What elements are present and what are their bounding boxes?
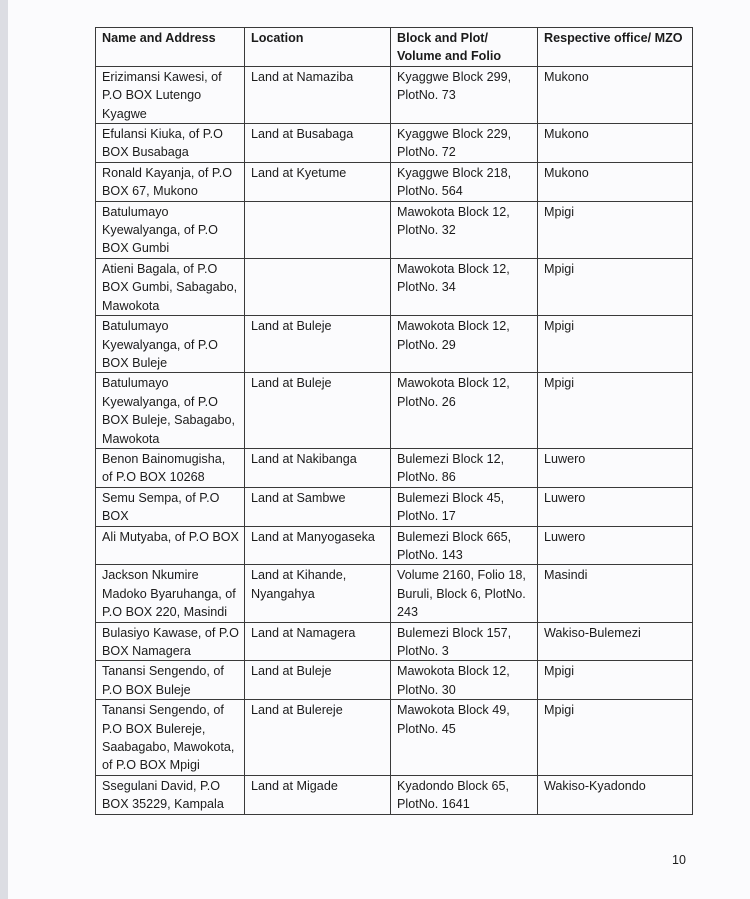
cell-block-plot: Kyaggwe Block 299, PlotNo. 73 [391, 66, 538, 123]
cell-location: Land at Buleje [245, 661, 391, 700]
cell-location: Land at Kyetume [245, 162, 391, 201]
cell-location: Land at Migade [245, 775, 391, 814]
column-header-location: Location [245, 28, 391, 67]
cell-office: Mukono [538, 66, 693, 123]
cell-office: Mpigi [538, 201, 693, 258]
column-header-name-address: Name and Address [96, 28, 245, 67]
cell-office: Luwero [538, 526, 693, 565]
cell-block-plot: Mawokota Block 12, PlotNo. 26 [391, 373, 538, 449]
cell-block-plot: Kyadondo Block 65, PlotNo. 1641 [391, 775, 538, 814]
cell-name-address: Tanansi Sengendo, of P.O BOX Buleje [96, 661, 245, 700]
cell-block-plot: Mawokota Block 12, PlotNo. 30 [391, 661, 538, 700]
cell-location: Land at Buleje [245, 373, 391, 449]
table-row [96, 316, 693, 373]
column-header-block-plot: Block and Plot/ Volume and Folio [391, 28, 538, 67]
table-row [96, 487, 693, 526]
cell-location: Land at Nakibanga [245, 448, 391, 487]
table-row [96, 775, 693, 814]
cell-name-address: Batulumayo Kyewalyanga, of P.O BOX Buleje, Sabagabo, Mawokota [96, 373, 245, 449]
cell-block-plot: Mawokota Block 49, PlotNo. 45 [391, 700, 538, 776]
cell-location: Land at Namagera [245, 622, 391, 661]
cell-name-address: Ronald Kayanja, of P.O BOX 67, Mukono [96, 162, 245, 201]
cell-office: Luwero [538, 487, 693, 526]
cell-name-address: Atieni Bagala, of P.O BOX Gumbi, Sabagabo, Mawokota [96, 258, 245, 315]
cell-office: Mukono [538, 162, 693, 201]
cell-block-plot: Bulemezi Block 45, PlotNo. 17 [391, 487, 538, 526]
cell-location [245, 258, 391, 315]
column-header-office: Respective office/ MZO [538, 28, 693, 67]
cell-office: Mpigi [538, 700, 693, 776]
table-body [96, 66, 693, 814]
cell-name-address: Tanansi Sengendo, of P.O BOX Bulereje, Saabagabo, Mawokota, of P.O BOX Mpigi [96, 700, 245, 776]
table-row [96, 258, 693, 315]
cell-name-address: Efulansi Kiuka, of P.O BOX Busabaga [96, 124, 245, 163]
cell-location: Land at Bulereje [245, 700, 391, 776]
cell-block-plot: Mawokota Block 12, PlotNo. 29 [391, 316, 538, 373]
table-row [96, 201, 693, 258]
cell-location: Land at Busabaga [245, 124, 391, 163]
table-row [96, 565, 693, 622]
table-row [96, 162, 693, 201]
cell-name-address: Ssegulani David, P.O BOX 35229, Kampala [96, 775, 245, 814]
table-row [96, 373, 693, 449]
table-row [96, 700, 693, 776]
table-row [96, 66, 693, 123]
cell-location [245, 201, 391, 258]
cell-block-plot: Mawokota Block 12, PlotNo. 32 [391, 201, 538, 258]
cell-location: Land at Buleje [245, 316, 391, 373]
cell-office: Wakiso-Bulemezi [538, 622, 693, 661]
cell-block-plot: Bulemezi Block 12, PlotNo. 86 [391, 448, 538, 487]
cell-block-plot: Mawokota Block 12, PlotNo. 34 [391, 258, 538, 315]
table-row [96, 526, 693, 565]
cell-office: Mpigi [538, 316, 693, 373]
cell-office: Wakiso-Kyadondo [538, 775, 693, 814]
cell-office: Mpigi [538, 258, 693, 315]
cell-office: Mpigi [538, 661, 693, 700]
cell-block-plot: Bulemezi Block 157, PlotNo. 3 [391, 622, 538, 661]
cell-name-address: Batulumayo Kyewalyanga, of P.O BOX Gumbi [96, 201, 245, 258]
cell-name-address: Benon Bainomugisha, of P.O BOX 10268 [96, 448, 245, 487]
cell-location: Land at Kihande, Nyangahya [245, 565, 391, 622]
table-row [96, 622, 693, 661]
cell-location: Land at Namaziba [245, 66, 391, 123]
cell-name-address: Ali Mutyaba, of P.O BOX [96, 526, 245, 565]
cell-name-address: Erizimansi Kawesi, of P.O BOX Lutengo Kyagwe [96, 66, 245, 123]
cell-office: Mukono [538, 124, 693, 163]
table-row [96, 124, 693, 163]
cell-location: Land at Manyogaseka [245, 526, 391, 565]
cell-location: Land at Sambwe [245, 487, 391, 526]
cell-block-plot: Bulemezi Block 665, PlotNo. 143 [391, 526, 538, 565]
cell-office: Luwero [538, 448, 693, 487]
page-number: 10 [672, 853, 686, 867]
cell-name-address: Jackson Nkumire Madoko Byaruhanga, of P.O BOX 220, Masindi [96, 565, 245, 622]
table-row [96, 661, 693, 700]
cell-block-plot: Volume 2160, Folio 18, Buruli, Block 6, PlotNo. 243 [391, 565, 538, 622]
cell-office: Masindi [538, 565, 693, 622]
land-register-table [95, 27, 693, 815]
cell-name-address: Bulasiyo Kawase, of P.O BOX Namagera [96, 622, 245, 661]
cell-office: Mpigi [538, 373, 693, 449]
cell-name-address: Batulumayo Kyewalyanga, of P.O BOX Buleje [96, 316, 245, 373]
table-header-row [96, 28, 693, 67]
cell-block-plot: Kyaggwe Block 218, PlotNo. 564 [391, 162, 538, 201]
table-row [96, 448, 693, 487]
cell-block-plot: Kyaggwe Block 229, PlotNo. 72 [391, 124, 538, 163]
cell-name-address: Semu Sempa, of P.O BOX [96, 487, 245, 526]
document-page [8, 0, 750, 899]
